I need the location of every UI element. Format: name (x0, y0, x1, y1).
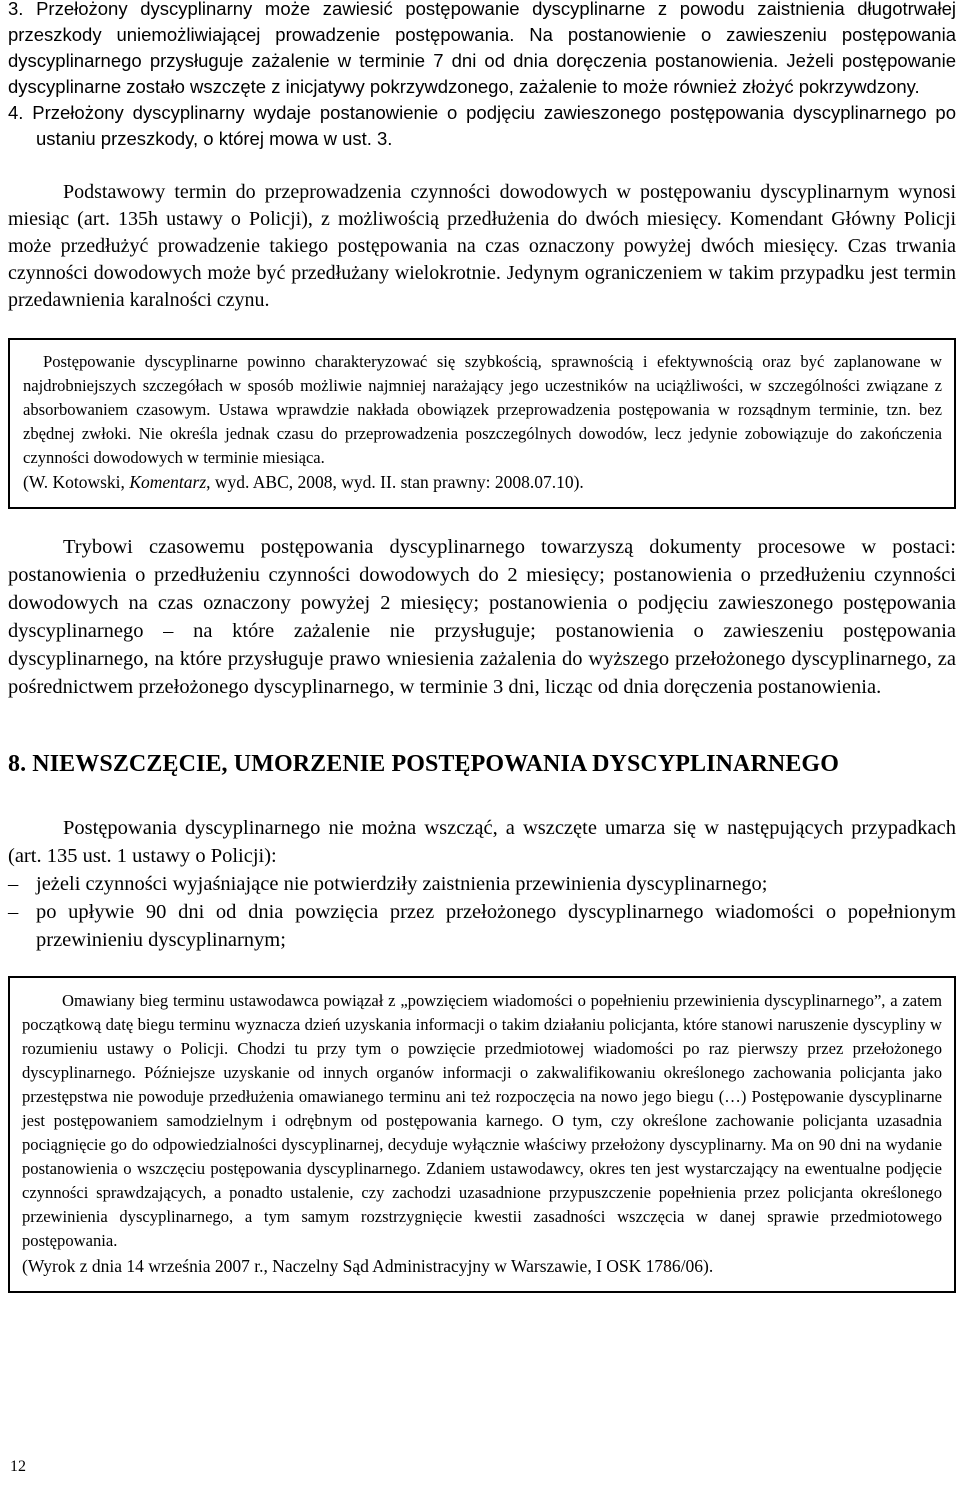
quote-text (22, 989, 942, 1253)
list-item (8, 870, 956, 898)
numbered-points (8, 0, 956, 152)
quote-citation (23, 470, 942, 495)
document-page (8, 0, 956, 1293)
dash-bullet: – (8, 901, 19, 923)
citation-title: Komentarz (129, 472, 207, 492)
cases-list (8, 870, 956, 954)
section-heading: 8. NIEWSZCZĘCIE, UMORZENIE POSTĘPOWANIA DYSCYPLINARNEGO (8, 751, 839, 777)
quote-box-commentary (8, 338, 956, 509)
citation-prefix: (W. Kotowski, (23, 472, 130, 492)
list-item (8, 898, 956, 954)
quote-box-judgment (8, 976, 956, 1293)
quote-body: Postępowanie dyscyplinarne powinno charakteryzować się szybkością, sprawnością i efektywnością oraz być zaplanowane w najdrobniejszych szczegółach w sposób możliwie najmniej narażający jego uczestników na uciążliwości, w szczególności związane z absorbowaniem czasowym. Ustawa wprawdzie nakłada obowiązek przeprowadzenia postępowania w rozsądnym terminie, tzn. bez zbędnej zwłoki. Nie określa jednak czasu do przeprowadzenia poszczególnych dowodów, lecz jedynie zobowiązuje do zakończenia czynności dowodowych w terminie miesiąca. (23, 352, 942, 467)
dash-bullet: – (8, 873, 19, 895)
page-number: 12 (10, 1458, 26, 1475)
point-4: 4. Przełożony dyscyplinarny wydaje postanowienie o podjęciu zawieszonego postępowania dyscyplinarnego po ustaniu przeszkody, o której mowa w ust. 3. (8, 102, 956, 149)
paragraph-documents: Trybowi czasowemu postępowania dyscyplinarnego towarzyszą dokumenty procesowe w postaci: postanowienia o przedłużeniu czynności dowodowych do 2 miesięcy; postanowienia o przedłużeniu czynności dowodowych na czas oznaczony powyżej 2 miesięcy; postanowienia o podjęciu zawieszonego postępowania dyscyplinarnego – na które zażalenie nie przysługuje; postanowienia o zawieszeniu postępowania dyscyplinarnego, na które przysługuje prawo wniesienia zażalenia do wyższego przełożonego dyscyplinarnego, za pośrednictwem przełożonego dyscyplinarnego, w terminie 3 dni, licząc od dnia doręczenia postanowienia. (8, 536, 956, 698)
paragraph-cases: Postępowania dyscyplinarnego nie można wszcząć, a wszczęte umarza się w następujących przypadkach (art. 135 ust. 1 ustawy o Policji): (8, 817, 956, 867)
point-3: 3. Przełożony dyscyplinarny może zawiesić postępowanie dyscyplinarne z powodu zaistnienia długotrwałej przeszkody uniemożliwiającej prowadzenie postępowania. Na postanowienie o zawieszeniu postępowania dyscyplinarnego przysługuje zażalenie w terminie 7 dni od dnia doręczenia postanowienia. Jeżeli postępowanie dyscyplinarne zostało wszczęte z inicjatywy pokrzywdzonego, zażalenie to może również złożyć pokrzywdzony. (8, 0, 956, 97)
quote-citation: (Wyrok z dnia 14 września 2007 r., Naczelny Sąd Administracyjny w Warszawie, I OSK 1786/06). (22, 1256, 714, 1276)
list-item-text: po upływie 90 dni od dnia powzięcia przez przełożonego dyscyplinarnego wiadomości o popełnionym przewinieniu dyscyplinarnym; (36, 901, 956, 951)
citation-suffix: , wyd. ABC, 2008, wyd. II. stan prawny: 2008.07.10). (206, 472, 584, 492)
quote-text (23, 350, 942, 470)
list-item-text: jeżeli czynności wyjaśniające nie potwierdziły zaistnienia przewinienia dyscyplinarnego; (36, 873, 768, 895)
quote-body: Omawiany bieg terminu ustawodawca powiązał z „powzięciem wiadomości o popełnieniu przewinienia dyscyplinarnego”, a zatem początkową datę biegu terminu wyznacza dzień uzyskania informacji o takim działaniu policjanta, które stanowi naruszenie dyscypliny w rozumieniu ustawy o Policji. Chodzi tu przy tym o powzięcie przedmiotowej wiadomości po raz pierwszy przez przełożonego dyscyplinarnego. Późniejsze uzyskanie od innych organów informacji o zakwalifikowaniu określonego zachowania policjanta jako przestępstwa nie powoduje przedłużenia omawianego terminu ani też rozpoczęcia na nowo jego biegu (…) Postępowanie dyscyplinarne jest postępowaniem samodzielnym i odrębnym od postępowania karnego. O tym, czy określone zachowanie policjanta uzasadnia pociągnięcie go do odpowiedzialności dyscyplinarnej, decyduje wyłącznie właściwy przełożony dyscyplinarny. Ma on 90 dni na wydanie postanowienia o wszczęciu postępowania dyscyplinarnego. Zdaniem ustawodawcy, okres ten jest wystarczający na ewentualne podjęcie czynności sprawdzających, a ponadto ustalenie, czy zachodzi uzasadnione przypuszczenie popełnienia przez policjanta określonego przewinienia dyscyplinarnego, a tym samym rozstrzygnięcie kwestii zasadności wszczęcia w danej sprawie przedmiotowego postępowania. (22, 991, 942, 1250)
paragraph-term: Podstawowy termin do przeprowadzenia czynności dowodowych w postępowaniu dyscyplinarnym wynosi miesiąc (art. 135h ustawy o Policji), z możliwością przedłużenia do dwóch miesięcy. Komendant Główny Policji może przedłużyć prowadzenie takiego postępowania na czas oznaczony powyżej dwóch miesięcy. Czas trwania czynności dowodowych może być przedłużany wielokrotnie. Jedynym ograniczeniem w takim przypadku jest termin przedawnienia karalności czynu. (8, 181, 956, 311)
